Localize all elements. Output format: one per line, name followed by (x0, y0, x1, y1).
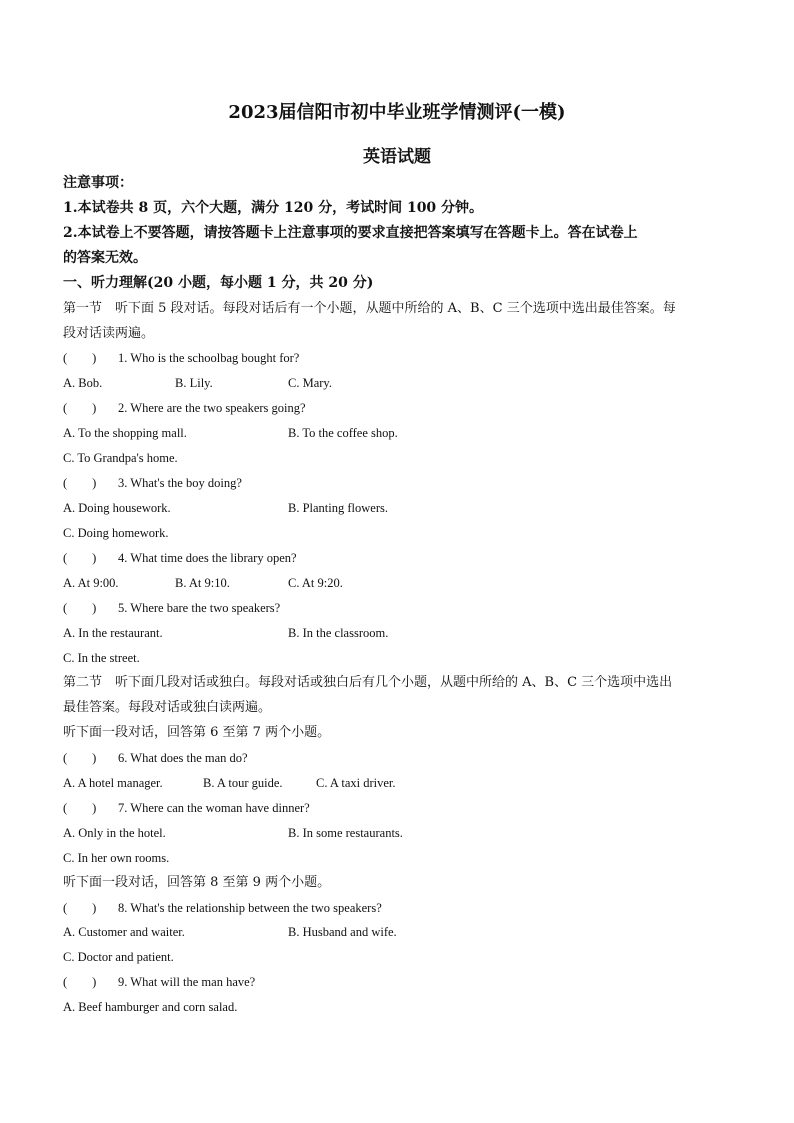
dialog-instruction-6-7: 听下面一段对话，回答第 6 至第 7 两个小题。 (63, 725, 331, 740)
notice-item-1: 1.本试卷共 8 页，六个大题，满分 120 分，考试时间 100 分钟。 (63, 200, 484, 216)
part2-instruction-line-1: 第二节 听下面几段对话或独白。每段对话或独白后有几个小题，从题中所给的 A、B、C 三个选项中选出 (63, 675, 673, 690)
exam-subtitle: 英语试题 (363, 147, 431, 167)
question-stem: 5. Where bare the two speakers? (118, 601, 281, 615)
option-c: C. In her own rooms. (63, 851, 170, 865)
option-a: A. To the shopping mall. (63, 426, 187, 440)
option-b: B. At 9:10. (175, 576, 230, 590)
answer-blank[interactable]: ( ) (63, 801, 97, 815)
option-b: B. In the classroom. (288, 626, 389, 640)
question-7 (63, 799, 310, 817)
option-c: C. Mary. (288, 376, 332, 390)
answer-blank[interactable]: ( ) (63, 401, 97, 415)
option-c: C. Doing homework. (63, 526, 169, 540)
option-a: A. Only in the hotel. (63, 826, 166, 840)
option-c: C. At 9:20. (288, 576, 343, 590)
section-heading-listening: 一、听力理解(20 小题，每小题 1 分，共 20 分) (63, 275, 374, 291)
option-b: B. Lily. (175, 376, 213, 390)
answer-blank[interactable]: ( ) (63, 601, 97, 615)
question-stem: 3. What's the boy doing? (118, 476, 242, 490)
notice-item-2-line-1: 2.本试卷上不要答题，请按答题卡上注意事项的要求直接把答案填写在答题卡上。答在试卷上 (63, 225, 638, 241)
question-6 (63, 749, 248, 767)
option-c: C. A taxi driver. (316, 776, 396, 790)
question-stem: 7. Where can the woman have dinner? (118, 801, 310, 815)
question-5 (63, 599, 280, 617)
question-2 (63, 399, 306, 417)
question-9 (63, 973, 255, 991)
option-a: A. A hotel manager. (63, 776, 163, 790)
question-3 (63, 474, 242, 492)
question-stem: 1. Who is the schoolbag bought for? (118, 351, 300, 365)
question-8 (63, 899, 382, 917)
option-b: B. Planting flowers. (288, 501, 388, 515)
notice-heading: 注意事项： (63, 175, 133, 191)
answer-blank[interactable]: ( ) (63, 751, 97, 765)
part1-instruction-line-2: 段对话读两遍。 (63, 326, 155, 341)
option-a: A. Bob. (63, 376, 103, 390)
option-b: B. In some restaurants. (288, 826, 403, 840)
answer-blank[interactable]: ( ) (63, 476, 97, 490)
option-c: C. To Grandpa's home. (63, 451, 178, 465)
question-stem: 6. What does the man do? (118, 751, 248, 765)
answer-blank[interactable]: ( ) (63, 901, 97, 915)
option-a: A. Doing housework. (63, 501, 171, 515)
exam-title: 2023届信阳市初中毕业班学情测评(一模) (228, 102, 566, 123)
option-b: B. To the coffee shop. (288, 426, 398, 440)
answer-blank[interactable]: ( ) (63, 975, 97, 989)
option-c: C. Doctor and patient. (63, 950, 174, 964)
part2-instruction-line-2: 最佳答案。每段对话或独白读两遍。 (63, 700, 272, 715)
option-a: A. In the restaurant. (63, 626, 163, 640)
option-b: B. Husband and wife. (288, 925, 397, 939)
question-1 (63, 349, 299, 367)
question-stem: 4. What time does the library open? (118, 551, 297, 565)
option-c: C. In the street. (63, 651, 140, 665)
option-a: A. Beef hamburger and corn salad. (63, 1000, 238, 1014)
dialog-instruction-8-9: 听下面一段对话，回答第 8 至第 9 两个小题。 (63, 875, 331, 890)
answer-blank[interactable]: ( ) (63, 351, 97, 365)
option-a: A. Customer and waiter. (63, 925, 185, 939)
option-b: B. A tour guide. (203, 776, 283, 790)
question-stem: 9. What will the man have? (118, 975, 256, 989)
option-a: A. At 9:00. (63, 576, 119, 590)
part1-instruction-line-1: 第一节 听下面 5 段对话。每段对话后有一个小题，从题中所给的 A、B、C 三个选项中选出最佳答案。每 (63, 301, 676, 316)
notice-item-2-line-2: 的答案无效。 (63, 250, 147, 266)
question-4 (63, 549, 297, 567)
answer-blank[interactable]: ( ) (63, 551, 97, 565)
question-stem: 2. Where are the two speakers going? (118, 401, 306, 415)
question-stem: 8. What's the relationship between the two speakers? (118, 901, 382, 915)
